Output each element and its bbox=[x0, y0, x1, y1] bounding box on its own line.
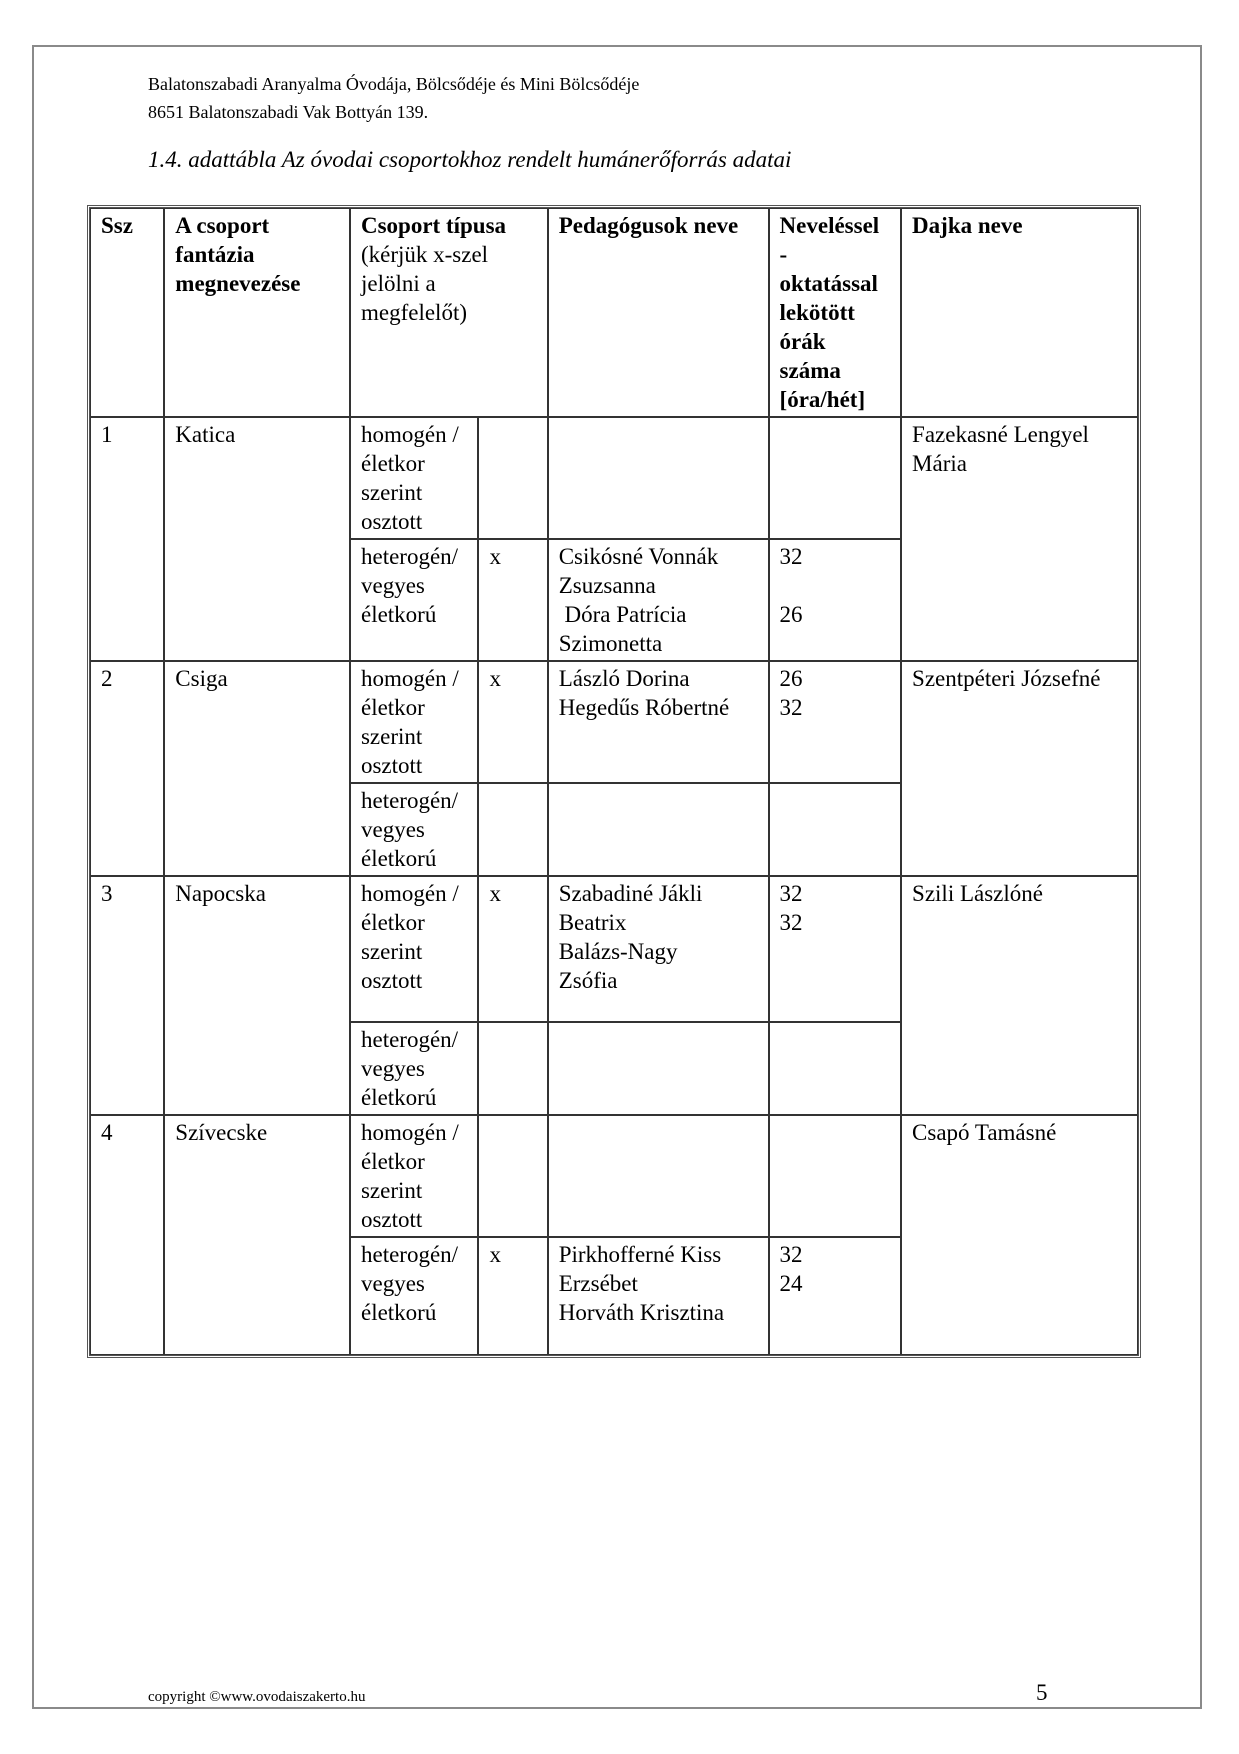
staff-table bbox=[87, 205, 1141, 1358]
hours-cell: 32 24 bbox=[769, 1237, 902, 1355]
group-name-cell: Szívecske bbox=[164, 1115, 350, 1355]
type-homogen-label: homogén / életkor szerint osztott bbox=[350, 417, 478, 539]
teachers-cell bbox=[548, 783, 769, 876]
type-homogen-label: homogén / életkor szerint osztott bbox=[350, 661, 478, 783]
ssz-cell: 4 bbox=[90, 1115, 164, 1355]
type-homogen-label: homogén / életkor szerint osztott bbox=[350, 876, 478, 1022]
table-row bbox=[90, 876, 1138, 1022]
teachers-cell bbox=[548, 1115, 769, 1237]
teachers-cell bbox=[548, 1022, 769, 1115]
table-row bbox=[90, 1115, 1138, 1237]
type-homogen-mark bbox=[478, 1115, 547, 1237]
type-heterogen-label: heterogén/ vegyes életkorú bbox=[350, 783, 478, 876]
type-homogen-mark bbox=[478, 417, 547, 539]
teachers-cell: László Dorina Hegedűs Róbertné bbox=[548, 661, 769, 783]
group-name-cell: Napocska bbox=[164, 876, 350, 1115]
ssz-cell: 3 bbox=[90, 876, 164, 1115]
table-row bbox=[90, 417, 1138, 539]
type-homogen-mark: x bbox=[478, 876, 547, 1022]
type-heterogen-label: heterogén/ vegyes életkorú bbox=[350, 539, 478, 661]
hours-cell: 32 32 bbox=[769, 876, 902, 1022]
type-heterogen-label: heterogén/ vegyes életkorú bbox=[350, 1237, 478, 1355]
type-heterogen-mark bbox=[478, 783, 547, 876]
header-ssz: Ssz bbox=[90, 208, 164, 417]
footer-copyright: copyright ©www.ovodaiszakerto.hu bbox=[148, 1689, 366, 1705]
type-heterogen-mark: x bbox=[478, 1237, 547, 1355]
teachers-cell: Pirkhofferné Kiss Erzsébet Horváth Krisztina bbox=[548, 1237, 769, 1355]
nanny-cell: Fazekasné Lengyel Mária bbox=[901, 417, 1138, 661]
type-heterogen-mark bbox=[478, 1022, 547, 1115]
hours-cell bbox=[769, 1022, 902, 1115]
hours-cell: 32 26 bbox=[769, 539, 902, 661]
teachers-cell: Szabadiné Jákli Beatrix Balázs-Nagy Zsófia bbox=[548, 876, 769, 1022]
page-number: 5 bbox=[1036, 1680, 1048, 1705]
header-row bbox=[90, 208, 1138, 417]
header-hours: Neveléssel - oktatással lekötött órák száma [óra/hét] bbox=[769, 208, 902, 417]
header-group-name: A csoport fantázia megnevezése bbox=[164, 208, 350, 417]
group-name-cell: Katica bbox=[164, 417, 350, 661]
type-heterogen-mark: x bbox=[478, 539, 547, 661]
type-heterogen-label: heterogén/ vegyes életkorú bbox=[350, 1022, 478, 1115]
ssz-cell: 1 bbox=[90, 417, 164, 661]
ssz-cell: 2 bbox=[90, 661, 164, 876]
hours-cell bbox=[769, 783, 902, 876]
hours-cell bbox=[769, 1115, 902, 1237]
group-name-cell: Csiga bbox=[164, 661, 350, 876]
header-nanny: Dajka neve bbox=[901, 208, 1138, 417]
institution-address: 8651 Balatonszabadi Vak Bottyán 139. bbox=[148, 102, 429, 122]
hours-cell: 26 32 bbox=[769, 661, 902, 783]
nanny-cell: Szentpéteri Józsefné bbox=[901, 661, 1138, 876]
teachers-cell: Csikósné Vonnák Zsuzsanna Dóra Patrícia Szimonetta bbox=[548, 539, 769, 661]
table-caption: 1.4. adattábla Az óvodai csoportokhoz rendelt humánerőforrás adatai bbox=[148, 147, 792, 172]
type-homogen-mark: x bbox=[478, 661, 547, 783]
teachers-cell bbox=[548, 417, 769, 539]
table-row bbox=[90, 661, 1138, 783]
header-teachers: Pedagógusok neve bbox=[548, 208, 769, 417]
hours-cell bbox=[769, 417, 902, 539]
institution-name: Balatonszabadi Aranyalma Óvodája, Bölcsődéje és Mini Bölcsődéje bbox=[148, 74, 640, 94]
header-group-type: Csoport típusa (kérjük x-szel jelölni a megfelelőt) bbox=[350, 208, 548, 417]
type-homogen-label: homogén / életkor szerint osztott bbox=[350, 1115, 478, 1237]
nanny-cell: Szili Lászlóné bbox=[901, 876, 1138, 1115]
nanny-cell: Csapó Tamásné bbox=[901, 1115, 1138, 1355]
